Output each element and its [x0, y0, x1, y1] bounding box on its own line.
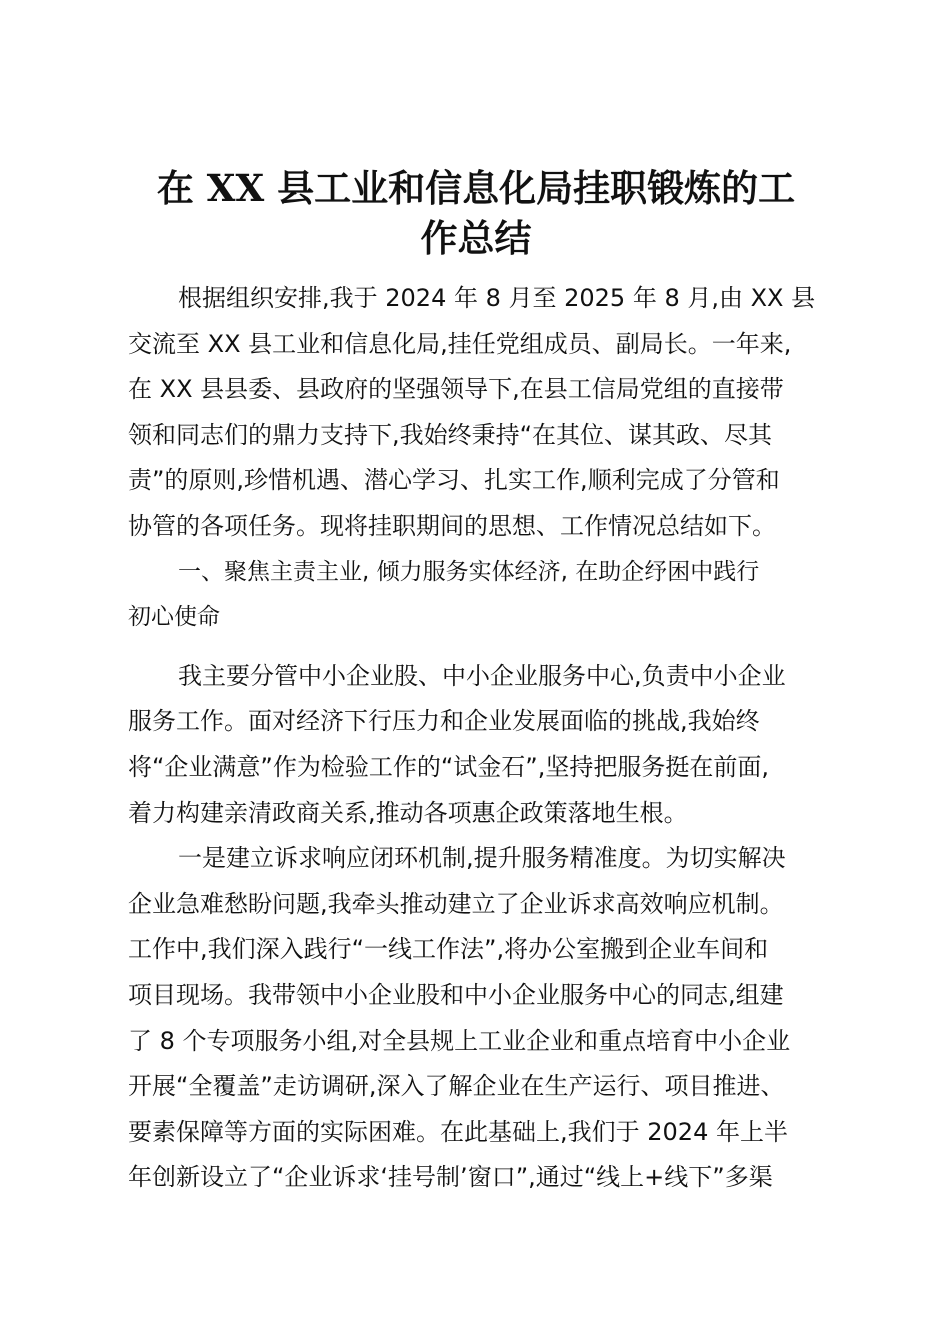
text-line: 一是建立诉求响应闭环机制,提升服务精准度。为切实解决 — [178, 844, 786, 873]
text-line: 工作中,我们深入践行“一线工作法”,将办公室搬到企业车间和 — [128, 935, 769, 964]
document-body — [128, 276, 828, 1201]
text-line: 了 8 个专项服务小组,对全县规上工业企业和重点培育中小企业 — [128, 1026, 791, 1055]
paragraph-point-1 — [128, 836, 828, 1201]
text-line: 开展“全覆盖”走访调研,深入了解企业在生产运行、项目推进、 — [128, 1072, 785, 1101]
text-line: 服务工作。面对经济下行压力和企业发展面临的挑战,我始终 — [128, 707, 760, 736]
paragraph-section-body — [128, 654, 828, 836]
text-line: 项目现场。我带领中小企业股和中小企业服务中心的同志,组建 — [128, 980, 784, 1009]
text-line: 我主要分管中小企业股、中小企业服务中心,负责中小企业 — [178, 661, 786, 690]
text-line: 在 XX 县县委、县政府的坚强领导下,在县工信局党组的直接带 — [128, 375, 784, 404]
text-line: 要素保障等方面的实际困难。在此基础上,我们于 2024 年上半 — [128, 1117, 788, 1146]
text-line: 交流至 XX 县工业和信息化局,挂任党组成员、副局长。一年来, — [128, 329, 792, 358]
text-line: 领和同志们的鼎力支持下,我始终秉持“在其位、谋其政、尽其 — [128, 420, 773, 449]
text-line: 责”的原则,珍惜机遇、潜心学习、扎实工作,顺利完成了分管和 — [128, 466, 780, 495]
text-line: 企业急难愁盼问题,我牵头推动建立了企业诉求高效响应机制。 — [128, 889, 784, 918]
text-line: 根据组织安排,我于 2024 年 8 月至 2025 年 8 月,由 XX 县 — [178, 284, 816, 312]
text-line: 年创新设立了“企业诉求‘挂号制’窗口”,通过“线上+线下”多渠 — [128, 1163, 773, 1192]
title-line: 作总结 — [420, 216, 532, 260]
text-line: 协管的各项任务。现将挂职期间的思想、工作情况总结如下。 — [128, 511, 776, 540]
text-line: 一、聚焦主责主业, 倾力服务实体经济, 在助企纾困中践行 — [178, 558, 760, 585]
paragraph-intro — [128, 276, 828, 550]
title-line: 在 XX 县工业和信息化局挂职锻炼的工 — [156, 166, 796, 210]
text-line: 将“企业满意”作为检验工作的“试金石”,坚持把服务挺在前面, — [128, 752, 769, 781]
text-line: 初心使命 — [128, 604, 220, 631]
document-title — [126, 163, 826, 263]
section-heading — [128, 550, 828, 641]
text-line: 着力构建亲清政商关系,推动各项惠企政策落地生根。 — [128, 798, 688, 827]
